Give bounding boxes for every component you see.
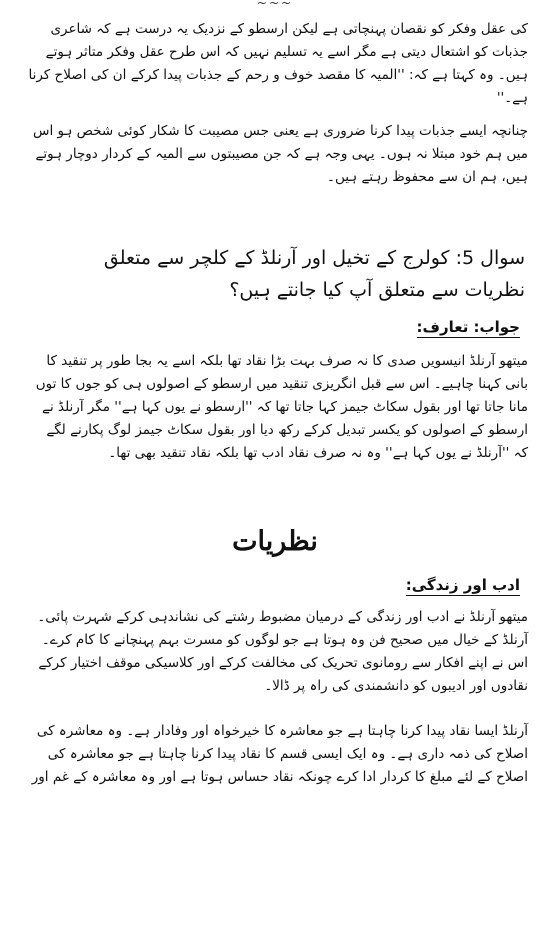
section-heading: نظریات (232, 526, 318, 557)
life-paragraph-1: میتھو آرنلڈ نے ادب اور زندگی کے درمیان مضبوط رشتے کی نشاندہی کرکے شہرت پائی۔ آرنلڈ کے خیال میں صحیح فن وہ ہوتا ہے جو لوگوں کو مسرت بہم پہنچانے کا کام کرے۔ اس نے اپنے افکار سے رومانوی تحریک کی مخالفت کرکے اور کلاسیکی موقف اختیار کرکے نقادوں اور ادیبوں کو دانشمندی کی راہ پر ڈالا۔ (37, 609, 528, 694)
question-heading: سوال 5: کولرج کے تخیل اور آرنلڈ کے کلچر سے متعلق نظریات سے متعلق آپ کیا جانتے ہیں؟ (103, 247, 525, 301)
answer-paragraph: میتھو آرنلڈ انیسویں صدی کا نہ صرف بہت بڑا نقاد تھا بلکہ اسے یہ بجا طور پر تنقید کا بانی کہنا چاہیے۔ اس سے قبل انگریزی تنقید میں ارسطو کے اصولوں ہی کو جوں کا توں مانا جاتا تھا اور بقول سکاٹ جیمز کہا جاتا تھا کہ ''ارسطو نے یوں کہا ہے'' مگر آرنلڈ نے ارسطو کے اصولوں کو یکسر تبدیل کرکے رکھ دیا اور بقول سکاٹ جیمز لوگ پکارنے لگے کہ ''آرنلڈ نے یوں کہا ہے'' وہ نہ صرف نقاد ادب تھا بلکہ نقاد تنقید بھی تھا۔ (35, 353, 528, 461)
intro-paragraph-1: کی عقل وفکر کو نقصان پہنچاتی ہے لیکن ارسطو کے نزدیک یہ درست ہے کہ شاعری جذبات کو اشتعال دیتی ہے مگر اسے یہ تسلیم نہیں کہ اس طرح عقل وفکر متاثر ہوتے ہیں۔ وہ کہتا ہے کہ: ''المیہ کا مقصد خوف و رحم کے جذبات پیدا کرکے ان کی اصلاح کرنا ہے۔'' (28, 21, 528, 106)
page-top-mark: ~~~ (256, 0, 294, 10)
answer-label: جواب: تعارف: (416, 318, 520, 336)
subheading: ادب اور زندگی: (405, 576, 520, 594)
life-paragraph-2: آرنلڈ ایسا نقاد پیدا کرنا چاہتا ہے جو معاشرہ کا خیرخواہ اور وفادار ہے۔ وہ معاشرہ کی اصلاح کی ذمہ داری ہے۔ وہ ایک ایسی قسم کا نقاد پیدا کرنا چاہتا ہے جو معاشرہ کی اصلاح کے لئے مبلغ کا کردار ادا کرے چونکہ نقاد حساس ہوتا ہے اور وہ معاشرہ کے غم اور (31, 723, 528, 785)
intro-paragraph-2: چنانچہ ایسے جذبات پیدا کرنا ضروری ہے یعنی جس مصیبت کا شکار کوئی شخص ہو اس میں ہم خود مبتلا نہ ہوں۔ یہی وجہ ہے کہ جن مصیبتوں سے المیہ کے کردار دوچار ہوتے ہیں، ہم ان سے محفوظ رہتے ہیں۔ (32, 123, 528, 185)
